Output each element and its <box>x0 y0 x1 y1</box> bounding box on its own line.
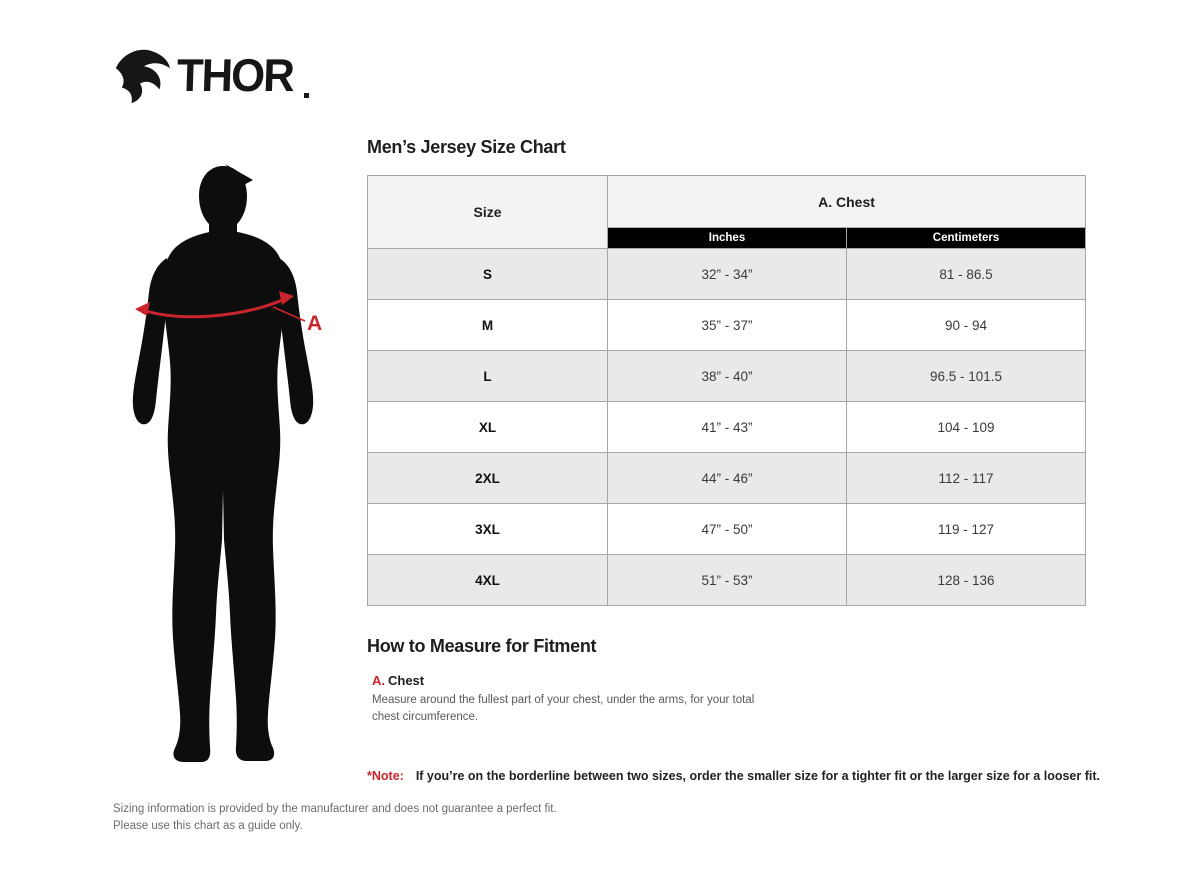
centimeters-cell: 81 - 86.5 <box>847 249 1086 300</box>
centimeters-cell: 112 - 117 <box>847 453 1086 504</box>
centimeters-cell: 90 - 94 <box>847 300 1086 351</box>
disclaimer-line-2: Please use this chart as a guide only. <box>113 819 303 832</box>
size-cell: XL <box>368 402 608 453</box>
size-cell: S <box>368 249 608 300</box>
measure-item-letter: A. <box>372 673 385 688</box>
table-row <box>368 504 1086 555</box>
standing-man-silhouette <box>123 160 323 768</box>
silhouette-shape <box>133 164 313 762</box>
table-row <box>368 351 1086 402</box>
inches-cell: 32” - 34” <box>608 249 847 300</box>
inches-cell: 51” - 53” <box>608 555 847 606</box>
inches-cell: 35” - 37” <box>608 300 847 351</box>
size-cell: M <box>368 300 608 351</box>
note-label: *Note: <box>367 769 404 783</box>
measure-item-title <box>372 673 762 688</box>
table-row <box>368 555 1086 606</box>
centimeters-cell: 128 - 136 <box>847 555 1086 606</box>
measure-item-chest <box>372 673 762 725</box>
inches-cell: 44” - 46” <box>608 453 847 504</box>
column-header-centimeters: Centimeters <box>847 228 1086 249</box>
inches-cell: 38” - 40” <box>608 351 847 402</box>
size-chart-title: Men’s Jersey Size Chart <box>367 137 566 157</box>
column-group-header-chest: A. Chest <box>608 176 1086 228</box>
size-cell: 3XL <box>368 504 608 555</box>
note-text: If you’re on the borderline between two sizes, order the smaller size for a tighter fit or the larger size for a looser fit. <box>415 769 1100 783</box>
how-to-measure-heading: How to Measure for Fitment <box>367 636 597 656</box>
centimeters-cell: 119 - 127 <box>847 504 1086 555</box>
table-header-row <box>368 176 1086 228</box>
centimeters-cell: 104 - 109 <box>847 402 1086 453</box>
table-row <box>368 300 1086 351</box>
disclaimer-line-1: Sizing information is provided by the manufacturer and does not guarantee a perfect fit. <box>113 803 557 815</box>
size-chart-table <box>367 175 1086 606</box>
centimeters-cell: 96.5 - 101.5 <box>847 351 1086 402</box>
measure-item-name: Chest <box>388 673 425 688</box>
size-cell: 2XL <box>368 453 608 504</box>
size-cell: L <box>368 351 608 402</box>
size-cell: 4XL <box>368 555 608 606</box>
sizing-note <box>367 769 1100 783</box>
disclaimer <box>113 801 557 834</box>
column-header-inches: Inches <box>608 228 847 249</box>
inches-cell: 47” - 50” <box>608 504 847 555</box>
brand-logo-text: THOR <box>175 49 294 101</box>
table-row <box>368 249 1086 300</box>
brand-logo <box>112 46 309 104</box>
column-header-size: Size <box>368 176 608 249</box>
thor-horns-icon <box>112 46 172 104</box>
chest-measure-label: A <box>307 312 323 335</box>
inches-cell: 41” - 43” <box>608 402 847 453</box>
table-row <box>368 402 1086 453</box>
logo-trademark-dot <box>304 93 309 98</box>
measure-item-description: Measure around the fullest part of your chest, under the arms, for your total chest circumference. <box>372 694 755 723</box>
table-row <box>368 453 1086 504</box>
